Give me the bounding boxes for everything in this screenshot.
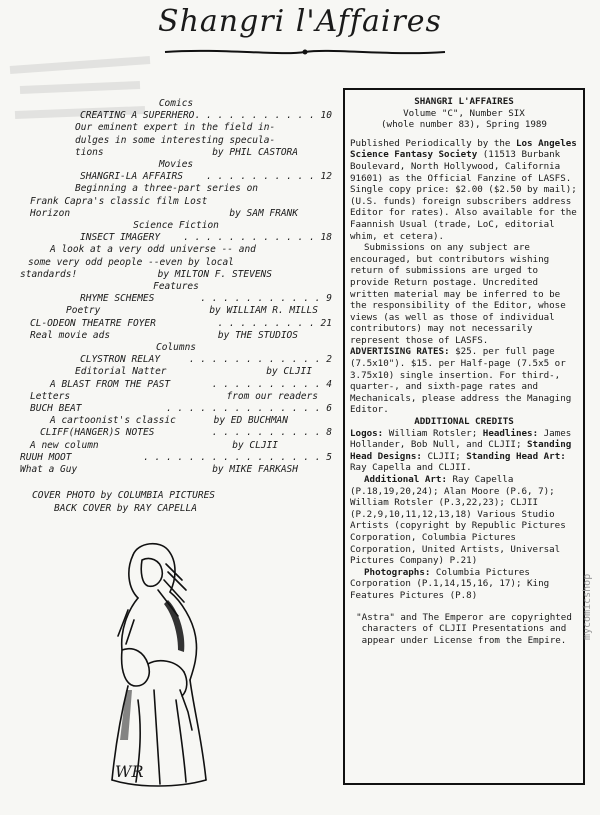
submissions-paragraph: Submissions on any subject are encouraged, but contributors wishing return of submissions are urged to provide Return postage. Uncredited written material may be inferred to be the responsibility of the Editor, whose views (as well as those of individual contributors) may not necessarily represent those of LASFS. (350, 242, 566, 346)
toc-byline: by THE STUDIOS (217, 329, 298, 341)
toc-entry: RHYME SCHEMES . . . . . . . . . . . 9 (80, 293, 332, 305)
toc-entry: CLIFF(HANGER)S NOTES . . . . . . . . . . 8 (40, 427, 332, 439)
toc-section-heading: Science Fiction (133, 220, 219, 232)
toc-byline: by SAM FRANK (229, 207, 298, 219)
toc-section-columns (20, 342, 332, 476)
toc-desc: Letters (30, 390, 71, 402)
toc-desc: Editorial Natter (75, 366, 167, 378)
toc-byline: by CLJII (232, 439, 278, 451)
art-credits: Additional Art: Ray Capella (P.18,19,20,24); Alan Moore (P.6, 7); William Rotsler (P.3,22,23); CLJII (P.2,9,10,11,12,13,18) Various Studio Artists (copyright by Republic Pictures Corporation, Columbia Pictures Corporation, United Artists, Universal Pictures Company) P.21) (350, 474, 566, 567)
toc-byline: by ED BUCHMAN (213, 415, 288, 427)
toc-section-heading: Movies (158, 159, 194, 171)
toc-page: 10 (320, 110, 332, 122)
hooded-figure-illustration (98, 540, 218, 800)
toc-section-science-fiction (20, 220, 332, 281)
additional-credits-heading: ADDITIONAL CREDITS (414, 416, 514, 428)
toc-entry: A BLAST FROM THE PAST . . . . . . . . . . 4 (50, 378, 332, 390)
toc-desc: some very odd people --even by local (28, 256, 234, 268)
publication-name: SHANGRI L'AFFAIRES (414, 96, 514, 107)
toc-section-comics (20, 98, 332, 159)
toc-entry-title: RUUH MOOT (20, 451, 72, 463)
toc-entry-title: CREATING A SUPERHERO (80, 110, 195, 122)
back-cover-credit: BACK COVER by RAY CAPELLA (54, 502, 197, 514)
toc-section-heading: Comics (158, 98, 194, 109)
toc-desc: Frank Capra's classic film Lost (30, 195, 208, 207)
toc-entry: CREATING A SUPERHERO . . . . . . . . . . . 10 (80, 110, 332, 122)
toc-desc: A look at a very odd universe -- and (50, 244, 256, 256)
toc-entry: INSECT IMAGERY . . . . . . . . . . . . 18 (80, 232, 332, 244)
toc-desc: dulges in some interesting specula- (75, 134, 276, 146)
toc-desc: A new column (30, 439, 99, 451)
toc-entry-title: RHYME SCHEMES (80, 293, 155, 305)
toc-page: 18 (320, 232, 332, 244)
masthead-box-content (350, 96, 578, 646)
toc-entry: RUUH MOOT . . . . . . . . . . . . . . . . 5 (20, 451, 332, 463)
toc-entry: CL-ODEON THEATRE FOYER . . . . . . . . . 21 (30, 317, 332, 329)
toc-desc: Horizon (30, 207, 71, 219)
copyright-notice: "Astra" and The Emperor are copyrighted characters of CLJII Presentations and appear under License from the Empire. (356, 611, 572, 646)
toc-entry-title: SHANGRI-LA AFFAIRS (80, 171, 183, 183)
toc-entry-title: CL-ODEON THEATRE FOYER (30, 317, 156, 329)
toc-desc: Beginning a three-part series on (75, 183, 259, 195)
toc-byline: by PHIL CASTORA (212, 146, 298, 158)
toc-desc: Poetry (66, 305, 101, 317)
cover-photo-credit: COVER PHOTO by COLUMBIA PICTURES (32, 490, 216, 502)
toc-page: 9 (326, 293, 332, 305)
toc-page: 21 (320, 317, 332, 329)
toc-byline: by WILLIAM R. MILLS (209, 305, 318, 317)
toc-entry-title: BUCH BEAT (30, 403, 82, 415)
toc-byline: by MIKE FARKASH (212, 464, 298, 476)
toc-desc: Real movie ads (30, 329, 111, 341)
table-of-contents (20, 98, 332, 515)
toc-page: 12 (320, 171, 332, 183)
cover-credits (20, 490, 332, 514)
toc-byline: by MILTON F. STEVENS (157, 268, 272, 280)
toc-entry-title: CLIFF(HANGER)S NOTES (40, 427, 155, 439)
masthead (150, 4, 450, 39)
artist-signature: WR (115, 762, 144, 781)
photo-credits: Photographs: Columbia Pictures Corporation (P.1,14,15,16, 17); King Features Pictures (P.8) (350, 566, 550, 601)
toc-desc: A cartoonist's classic (50, 415, 176, 427)
edge-watermark: mycomicshop (582, 573, 593, 640)
toc-page: 8 (326, 427, 332, 439)
toc-entry-title: A BLAST FROM THE PAST (50, 378, 171, 390)
toc-page: 5 (326, 451, 332, 463)
toc-entry: BUCH BEAT . . . . . . . . . . . . . . 6 (30, 403, 332, 415)
toc-page: 2 (326, 354, 332, 366)
toc-page: 4 (326, 378, 332, 390)
toc-desc: Our eminent expert in the field in- (75, 122, 276, 134)
toc-entry: SHANGRI-LA AFFAIRS . . . . . . . . . . 12 (80, 171, 332, 183)
toc-section-heading: Columns (155, 342, 197, 354)
toc-section-features (20, 281, 332, 342)
toc-page: 6 (326, 403, 332, 415)
masthead-title: Shangri l'Affaires (158, 4, 442, 39)
publication-info (350, 96, 578, 131)
society-name: Los Angeles Science Fantasy Society (350, 137, 577, 161)
toc-byline: from our readers (226, 390, 318, 402)
publisher-paragraph: Published Periodically by the Los Angeles Science Fantasy Society (11513 Burbank Boulevard, North Hollywood, California 91601) as the Official Fanzine of LASFS. Single copy price: $2.00 ($2.50 by mail); (U.S. funds) foreign subscribers address Editor for rates). Also available for the Faannish Usual (trade, LoC, editorial whim, et cetera). (350, 137, 577, 242)
toc-section-movies (20, 159, 332, 220)
toc-byline: by CLJII (266, 366, 312, 378)
toc-desc: tions (75, 146, 104, 158)
advertising-label: ADVERTISING RATES: (350, 346, 450, 358)
volume-number: Volume "C", Number SIX (403, 107, 525, 119)
toc-desc: standards! (20, 268, 78, 280)
whole-number-date: (whole number 83), Spring 1989 (381, 119, 547, 131)
toc-entry: CLYSTRON RELAY . . . . . . . . . . . . 2 (80, 354, 332, 366)
advertising-paragraph: ADVERTISING RATES: $25. per full page (7.5x10"). $15. per Half-page (7.5x5 or 3.75x10) single insertion. For third-, quarter-, and sixth-page rates and Mechanicals, please address the Managing Editor. (350, 346, 572, 416)
logo-credits: Logos: William Rotsler; Headlines: James Hollander, Bob Null, and CLJII; Standing Head Designs: CLJII; Standing Head Art: Ray Capella and CLJII. (350, 427, 572, 474)
toc-desc: What a Guy (20, 464, 78, 476)
toc-section-heading: Features (153, 281, 199, 293)
toc-entry-title: INSECT IMAGERY (80, 232, 161, 244)
masthead-flourish (160, 46, 450, 58)
toc-entry-title: CLYSTRON RELAY (80, 354, 161, 366)
